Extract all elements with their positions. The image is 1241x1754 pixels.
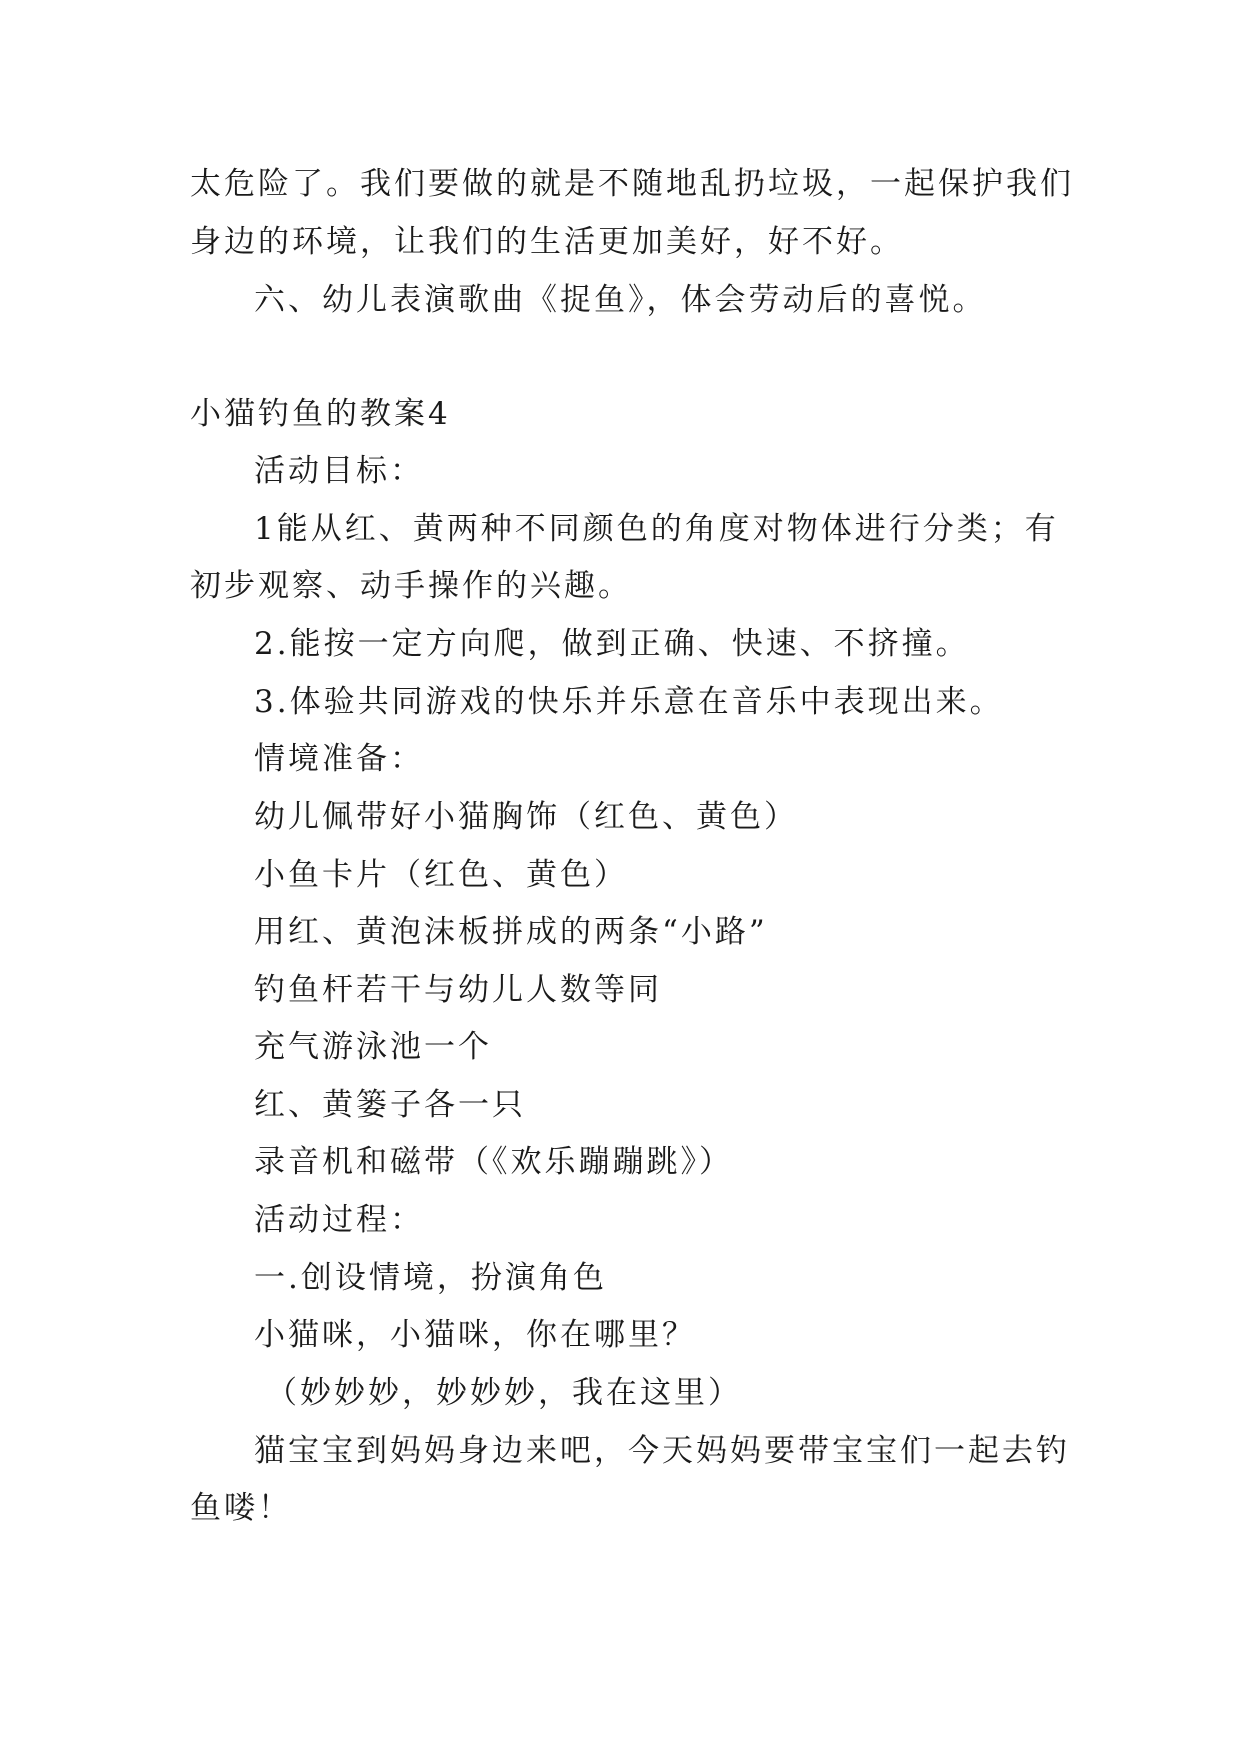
list-item: 录音机和磁带（《欢乐蹦蹦跳》） [254, 1144, 733, 1180]
list-item: 充气游泳池一个 [254, 1029, 492, 1065]
paragraph-line: 2.能按一定方向爬，做到正确、快速、不挤撞。 [254, 626, 970, 662]
list-item: 小鱼卡片（红色、黄色） [254, 857, 628, 893]
paragraph-line: 3.体验共同游戏的快乐并乐意在音乐中表现出来。 [254, 684, 1004, 720]
paragraph-line: 猫宝宝到妈妈身边来吧，今天妈妈要带宝宝们一起去钓 [254, 1433, 1070, 1469]
list-item: 红、黄篓子各一只 [254, 1087, 526, 1123]
paragraph-line: 太危险了。我们要做的就是不随地乱扔垃圾，一起保护我们 [190, 166, 1074, 202]
list-item: 钓鱼杆若干与幼儿人数等同 [254, 972, 662, 1008]
paragraph-line: 鱼喽！ [190, 1490, 292, 1526]
paragraph-line: 初步观察、动手操作的兴趣。 [190, 568, 632, 604]
subheading: 情境准备： [254, 741, 424, 777]
subheading: 活动过程： [254, 1202, 424, 1238]
paragraph-line: 1能从红、黄两种不同颜色的角度对物体进行分类；有 [254, 511, 1059, 547]
paragraph-line: 小猫咪，小猫咪，你在哪里？ [254, 1317, 696, 1353]
section-heading: 小猫钓鱼的教案4 [190, 396, 451, 432]
paragraph-line: 六、幼儿表演歌曲《捉鱼》，体会劳动后的喜悦。 [254, 282, 987, 318]
list-item: 用红、黄泡沫板拼成的两条“小路” [254, 914, 768, 950]
subheading: 活动目标： [254, 453, 424, 489]
list-item: 幼儿佩带好小猫胸饰（红色、黄色） [254, 799, 798, 835]
paragraph-line: 身边的环境，让我们的生活更加美好，好不好。 [190, 224, 904, 260]
paragraph-line: （妙妙妙，妙妙妙，我在这里） [266, 1375, 742, 1411]
paragraph-line: 一.创设情境，扮演角色 [254, 1260, 607, 1296]
